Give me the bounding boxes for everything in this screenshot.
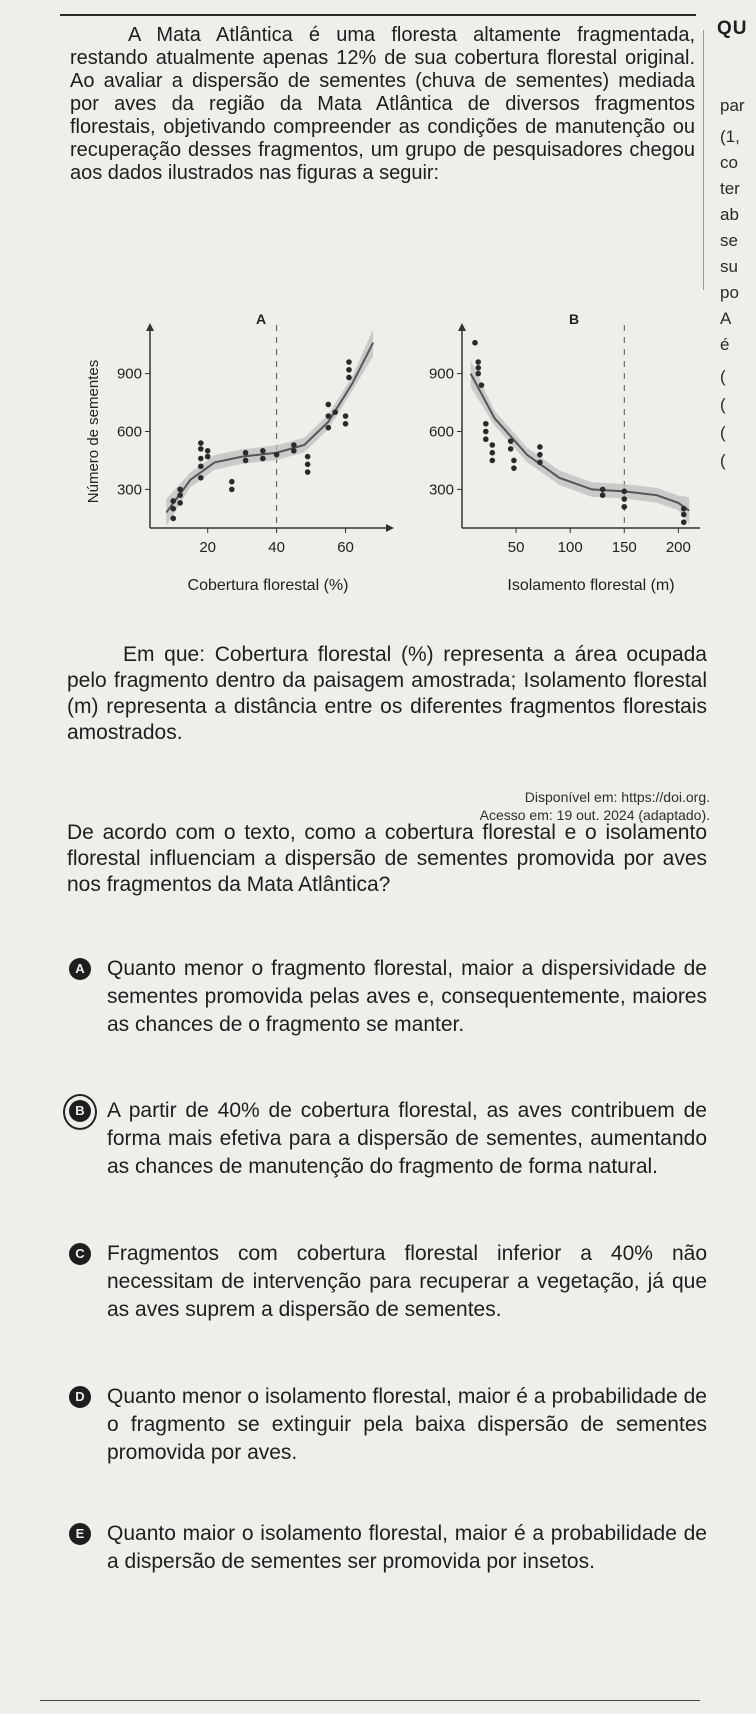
data-point [508, 446, 514, 452]
margin-fragment: ab [720, 205, 739, 224]
definition-text: Em que: Cobertura florestal (%) representa a área ocupada pelo fragmento dentro da paisagem amostrada; Isolamento florestal (m) representa a distância entre os diferentes fragmentos florestais amostrados. [67, 643, 707, 744]
margin-fragment: se [720, 231, 738, 250]
data-point [483, 436, 489, 442]
data-point [170, 498, 176, 504]
x-tick-label: 20 [199, 539, 217, 556]
data-point [508, 438, 514, 444]
x-axis-arrow [386, 524, 394, 532]
data-point [537, 460, 543, 466]
data-point [332, 409, 338, 415]
option-d[interactable] [67, 1383, 707, 1467]
data-point [274, 452, 280, 458]
data-point [511, 458, 517, 464]
panel-a [85, 311, 394, 594]
data-point [343, 413, 349, 419]
y-axis-label: Número de sementes [85, 359, 102, 504]
option-letter-d: D [69, 1386, 91, 1408]
option-e-text: Quanto maior o isolamento florestal, maior é a probabilidade de a dispersão de sementes ser promovida por insetos. [107, 1522, 707, 1573]
data-point [229, 479, 235, 485]
margin-fragment: par [720, 96, 745, 115]
option-letter-a: A [69, 958, 91, 980]
data-point [260, 448, 266, 454]
option-a[interactable] [67, 955, 707, 1039]
option-letter-e: E [69, 1523, 91, 1545]
data-point [600, 487, 606, 493]
source-line: Disponível em: https://doi.org. [524, 789, 710, 805]
margin-fragment: ( [720, 423, 726, 442]
data-point [489, 458, 495, 464]
margin-fragment: A [720, 309, 732, 328]
access-line: Acesso em: 19 out. 2024 (adaptado). [479, 807, 710, 823]
margin-fragment: po [720, 283, 739, 302]
y-tick-label: 300 [116, 481, 142, 499]
data-point [243, 458, 249, 464]
data-point [305, 469, 311, 475]
data-point [475, 365, 481, 371]
margin-fragment: (1, [720, 127, 740, 146]
data-point [489, 442, 495, 448]
x-axis-label: Isolamento florestal (m) [507, 577, 675, 594]
data-point [346, 359, 352, 365]
y-tick-label: 300 [428, 481, 454, 499]
option-b[interactable] [67, 1097, 707, 1181]
data-point [346, 367, 352, 373]
option-c[interactable] [67, 1240, 707, 1324]
column-divider [703, 30, 704, 290]
data-point [346, 375, 352, 381]
x-tick-label: 150 [611, 539, 637, 556]
data-point [260, 456, 266, 462]
data-point [483, 421, 489, 427]
y-axis-arrow [146, 323, 154, 331]
data-point [681, 506, 687, 512]
trend-line [166, 343, 373, 513]
margin-fragment: co [720, 153, 738, 172]
data-point [291, 442, 297, 448]
panel-b [429, 311, 700, 594]
data-point [291, 448, 297, 454]
option-b-text: A partir de 40% de cobertura florestal, as aves contribuem de forma mais efetiva para a dispersão de sementes, aumentando as chances de manutenção do fragmento de forma natural. [107, 1099, 707, 1178]
option-d-text: Quanto menor o isolamento florestal, maior é a probabilidade de o fragmento se extinguir pela baixa dispersão de sementes promovida por aves. [107, 1385, 707, 1464]
option-a-text: Quanto menor o fragmento florestal, maior a dispersividade de sementes promovida pelas aves e, consequentemente, maiores as chances de o fragmento se manter. [107, 957, 707, 1036]
y-tick-label: 900 [428, 365, 454, 383]
data-point [621, 496, 627, 502]
intro-text: A Mata Atlântica é uma floresta altamente fragmentada, restando atualmente apenas 12% de sua cobertura florestal original. Ao avaliar a dispersão de sementes (chuva de sementes) mediada por aves da região da Mata Atlântica de diversos fragmentos florestais, objetivando compreender as condições de manutenção ou recuperação desses fragmentos, um grupo de pesquisadores chegou aos dados ilustrados nas figuras a seguir: [70, 24, 695, 184]
data-point [326, 402, 332, 408]
data-point [198, 456, 204, 462]
data-point [198, 463, 204, 469]
margin-fragment: ( [720, 395, 726, 414]
data-point [198, 446, 204, 452]
y-tick-label: 900 [116, 365, 142, 383]
x-axis-label: Cobertura florestal (%) [187, 577, 349, 594]
confidence-band [471, 360, 690, 524]
data-point [681, 519, 687, 525]
data-point [170, 506, 176, 512]
margin-fragment: é [720, 335, 730, 354]
margin-fragment: ( [720, 367, 726, 386]
option-c-text: Fragmentos com cobertura florestal inferior a 40% não necessitam de intervenção para recuperar a vegetação, já que as aves suprem a dispersão de sementes. [107, 1242, 707, 1321]
data-point [511, 465, 517, 471]
panel-label: A [256, 311, 267, 327]
data-point [229, 487, 235, 493]
y-axis-arrow [458, 323, 466, 331]
panel-label: B [569, 311, 580, 327]
margin-fragment: ( [720, 451, 726, 470]
data-point [681, 512, 687, 518]
data-point [243, 450, 249, 456]
confidence-band [166, 329, 373, 526]
data-point [600, 492, 606, 498]
data-point [537, 444, 543, 450]
x-tick-label: 50 [507, 539, 525, 556]
option-e[interactable] [67, 1520, 707, 1576]
x-tick-label: 40 [268, 539, 285, 556]
top-rule [60, 14, 696, 16]
data-point [305, 462, 311, 468]
data-point [475, 359, 481, 365]
x-tick-label: 200 [665, 539, 691, 556]
data-point [177, 500, 183, 506]
data-point [343, 421, 349, 427]
data-point [472, 340, 478, 346]
data-point [475, 371, 481, 377]
data-point [177, 487, 183, 493]
data-point [479, 382, 485, 388]
option-letter-b: B [69, 1100, 91, 1122]
seed-dispersion-figure [60, 290, 700, 640]
data-point [198, 475, 204, 481]
y-tick-label: 600 [116, 423, 142, 441]
question-text: De acordo com o texto, como a cobertura florestal e o isolamento florestal influenciam a dispersão de sementes promovida por aves nos fragmentos da Mata Atlântica? [67, 821, 707, 896]
option-letter-c: C [69, 1243, 91, 1265]
data-point [489, 450, 495, 456]
data-point [326, 413, 332, 419]
data-point [483, 429, 489, 435]
bottom-rule [40, 1700, 700, 1701]
y-tick-label: 600 [428, 423, 454, 441]
margin-fragment: ter [720, 179, 740, 198]
data-point [537, 452, 543, 458]
data-point [198, 440, 204, 446]
data-point [305, 454, 311, 460]
header-code: QU [717, 18, 748, 39]
data-point [326, 425, 332, 431]
data-point [621, 489, 627, 495]
data-point [205, 448, 211, 454]
data-point [205, 454, 211, 460]
data-point [170, 516, 176, 522]
margin-fragment: su [720, 257, 738, 276]
x-tick-label: 60 [337, 539, 354, 556]
data-point [621, 504, 627, 510]
x-tick-label: 100 [557, 539, 583, 556]
data-point [177, 492, 183, 498]
